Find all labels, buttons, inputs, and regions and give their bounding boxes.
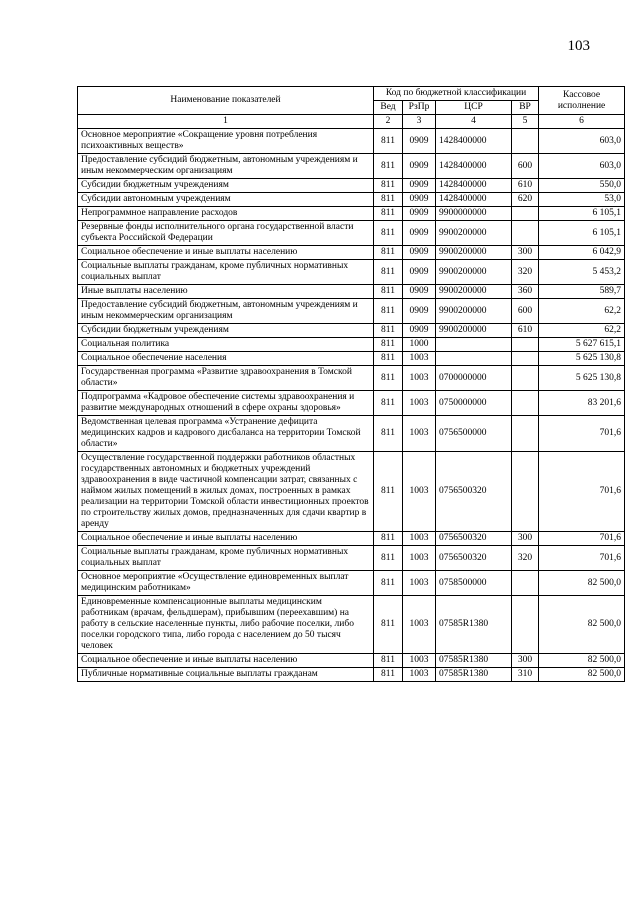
row-name: Осуществление государственной поддержки работников областных государственных автономных и бюджетных учреждений здравоохранения в виде частичной компенсации затрат, связанных с наймом жилых помещений в жилых домах, построенных в рамках реализации на территории Томской области инвестиционных проектов по строительству жилых домов, предназначенных для сдачи квартир в аренду [78,452,374,532]
column-number: 2 [374,115,403,129]
row-amount: 82 500,0 [539,596,625,654]
table-row [78,246,625,260]
row-vr [512,596,539,654]
row-vr: 610 [512,324,539,338]
row-name: Социальное обеспечение и иные выплаты населению [78,654,374,668]
row-ved: 811 [374,546,403,571]
row-amount: 603,0 [539,154,625,179]
column-number: 5 [512,115,539,129]
row-csr: 9900200000 [436,260,512,285]
row-rzpr: 0909 [403,260,436,285]
row-ved: 811 [374,207,403,221]
row-amount: 53,0 [539,193,625,207]
row-rzpr: 1003 [403,546,436,571]
column-numbers-row [78,115,625,129]
row-name: Иные выплаты населению [78,285,374,299]
row-vr [512,129,539,154]
row-vr: 320 [512,546,539,571]
row-amount: 550,0 [539,179,625,193]
row-csr: 9900200000 [436,324,512,338]
row-name: Ведомственная целевая программа «Устранение дефицита медицинских кадров и кадрового дисбаланса на территории Томской области» [78,416,374,452]
row-csr: 1428400000 [436,179,512,193]
row-csr: 0756500000 [436,416,512,452]
row-csr: 0756500320 [436,546,512,571]
row-vr [512,416,539,452]
row-ved: 811 [374,668,403,682]
row-name: Публичные нормативные социальные выплаты гражданам [78,668,374,682]
row-amount: 6 042,9 [539,246,625,260]
row-rzpr: 0909 [403,285,436,299]
page-number: 103 [567,38,590,54]
table-row [78,299,625,324]
row-vr: 600 [512,299,539,324]
row-vr [512,452,539,532]
column-number: 1 [78,115,374,129]
row-name: Субсидии автономным учреждениям [78,193,374,207]
row-csr: 0750000000 [436,391,512,416]
row-ved: 811 [374,416,403,452]
row-rzpr: 1003 [403,352,436,366]
row-rzpr: 0909 [403,154,436,179]
row-rzpr: 0909 [403,207,436,221]
row-amount: 701,6 [539,452,625,532]
row-amount: 701,6 [539,546,625,571]
table-row [78,179,625,193]
row-vr: 300 [512,532,539,546]
table-row [78,596,625,654]
row-amount: 5 627 615,1 [539,338,625,352]
table-row [78,532,625,546]
row-ved: 811 [374,129,403,154]
column-number: 3 [403,115,436,129]
row-name: Непрограммное направление расходов [78,207,374,221]
row-rzpr: 1003 [403,416,436,452]
row-amount: 701,6 [539,532,625,546]
table-row [78,193,625,207]
row-rzpr: 1003 [403,452,436,532]
row-name: Единовременные компенсационные выплаты медицинским работникам (врачам, фельдшерам), прибывшим (переехавшим) на работу в сельские населенные пункты, либо рабочие поселки, либо поселки городского типа, либо города с населением до 50 тысяч человек [78,596,374,654]
table-row [78,285,625,299]
row-rzpr: 1003 [403,366,436,391]
row-rzpr: 1003 [403,596,436,654]
row-csr [436,338,512,352]
row-csr [436,352,512,366]
row-csr: 9900200000 [436,246,512,260]
row-amount: 83 201,6 [539,391,625,416]
row-vr: 300 [512,246,539,260]
row-ved: 811 [374,366,403,391]
row-rzpr: 0909 [403,221,436,246]
table-row [78,352,625,366]
row-rzpr: 0909 [403,129,436,154]
row-name: Резервные фонды исполнительного органа государственной власти субъекта Российской Федерации [78,221,374,246]
header-name: Наименование показателей [78,87,374,115]
row-csr: 0756500320 [436,452,512,532]
row-amount: 62,2 [539,299,625,324]
row-amount: 82 500,0 [539,654,625,668]
row-ved: 811 [374,452,403,532]
table-row [78,654,625,668]
budget-table [77,86,625,682]
row-name: Основное мероприятие «Сокращение уровня потребления психоактивных веществ» [78,129,374,154]
table-row [78,260,625,285]
row-name: Основное мероприятие «Осуществление единовременных выплат медицинским работникам» [78,571,374,596]
row-amount: 589,7 [539,285,625,299]
header-vr: ВР [512,101,539,115]
row-rzpr: 1003 [403,668,436,682]
row-csr: 9900200000 [436,299,512,324]
row-ved: 811 [374,596,403,654]
row-name: Предоставление субсидий бюджетным, автономным учреждениям и иным некоммерческим организациям [78,154,374,179]
row-name: Субсидии бюджетным учреждениям [78,324,374,338]
row-name: Социальные выплаты гражданам, кроме публичных нормативных социальных выплат [78,260,374,285]
row-csr: 0758500000 [436,571,512,596]
row-name: Социальное обеспечение и иные выплаты населению [78,532,374,546]
row-vr: 310 [512,668,539,682]
row-rzpr: 0909 [403,324,436,338]
row-rzpr: 1000 [403,338,436,352]
row-ved: 811 [374,571,403,596]
row-vr: 320 [512,260,539,285]
row-amount: 603,0 [539,129,625,154]
row-csr: 1428400000 [436,129,512,154]
row-csr: 0700000000 [436,366,512,391]
table-row [78,391,625,416]
table-row [78,546,625,571]
row-csr: 0756500320 [436,532,512,546]
row-csr: 1428400000 [436,154,512,179]
row-ved: 811 [374,338,403,352]
table-body [78,129,625,682]
row-vr: 300 [512,654,539,668]
row-rzpr: 1003 [403,571,436,596]
row-vr: 610 [512,179,539,193]
row-ved: 811 [374,179,403,193]
row-ved: 811 [374,285,403,299]
row-ved: 811 [374,299,403,324]
row-vr [512,338,539,352]
row-name: Социальное обеспечение населения [78,352,374,366]
row-name: Государственная программа «Развитие здравоохранения в Томской области» [78,366,374,391]
table-header [78,87,625,129]
table-row [78,366,625,391]
row-amount: 6 105,1 [539,221,625,246]
row-name: Социальное обеспечение и иные выплаты населению [78,246,374,260]
row-ved: 811 [374,654,403,668]
row-vr [512,221,539,246]
table-row [78,338,625,352]
row-csr: 9900200000 [436,221,512,246]
table-row [78,154,625,179]
row-name: Социальные выплаты гражданам, кроме публичных нормативных социальных выплат [78,546,374,571]
row-amount: 82 500,0 [539,668,625,682]
row-vr [512,391,539,416]
row-rzpr: 0909 [403,179,436,193]
row-name: Подпрограмма «Кадровое обеспечение системы здравоохранения и развитие международных отношений в сфере охраны здоровья» [78,391,374,416]
table-row [78,452,625,532]
row-amount: 62,2 [539,324,625,338]
row-csr: 07585R1380 [436,596,512,654]
row-ved: 811 [374,246,403,260]
table-row [78,207,625,221]
row-ved: 811 [374,391,403,416]
row-amount: 5 625 130,8 [539,352,625,366]
table-row [78,668,625,682]
table-row [78,571,625,596]
row-amount: 6 105,1 [539,207,625,221]
row-name: Социальная политика [78,338,374,352]
row-rzpr: 0909 [403,246,436,260]
table-row [78,221,625,246]
row-csr: 9900200000 [436,285,512,299]
row-vr [512,366,539,391]
row-ved: 811 [374,221,403,246]
row-csr: 9900000000 [436,207,512,221]
row-amount: 82 500,0 [539,571,625,596]
row-amount: 701,6 [539,416,625,452]
row-csr: 1428400000 [436,193,512,207]
row-ved: 811 [374,532,403,546]
row-vr [512,207,539,221]
header-amount: Кассовое исполнение [539,87,625,115]
header-ved: Вед [374,101,403,115]
row-vr [512,352,539,366]
row-ved: 811 [374,324,403,338]
table-row [78,416,625,452]
table-row [78,129,625,154]
row-csr: 07585R1380 [436,654,512,668]
row-rzpr: 0909 [403,193,436,207]
header-csr: ЦСР [436,101,512,115]
row-rzpr: 1003 [403,391,436,416]
table-row [78,324,625,338]
column-number: 4 [436,115,512,129]
row-vr [512,571,539,596]
row-csr: 07585R1380 [436,668,512,682]
row-vr: 600 [512,154,539,179]
row-vr: 360 [512,285,539,299]
row-vr: 620 [512,193,539,207]
row-amount: 5 453,2 [539,260,625,285]
row-ved: 811 [374,154,403,179]
row-amount: 5 625 130,8 [539,366,625,391]
row-ved: 811 [374,193,403,207]
row-rzpr: 0909 [403,299,436,324]
header-code-group: Код по бюджетной классификации [374,87,539,101]
row-ved: 811 [374,352,403,366]
row-ved: 811 [374,260,403,285]
column-number: 6 [539,115,625,129]
row-rzpr: 1003 [403,532,436,546]
row-rzpr: 1003 [403,654,436,668]
row-name: Предоставление субсидий бюджетным, автономным учреждениям и иным некоммерческим организациям [78,299,374,324]
row-name: Субсидии бюджетным учреждениям [78,179,374,193]
header-rzpr: РзПр [403,101,436,115]
